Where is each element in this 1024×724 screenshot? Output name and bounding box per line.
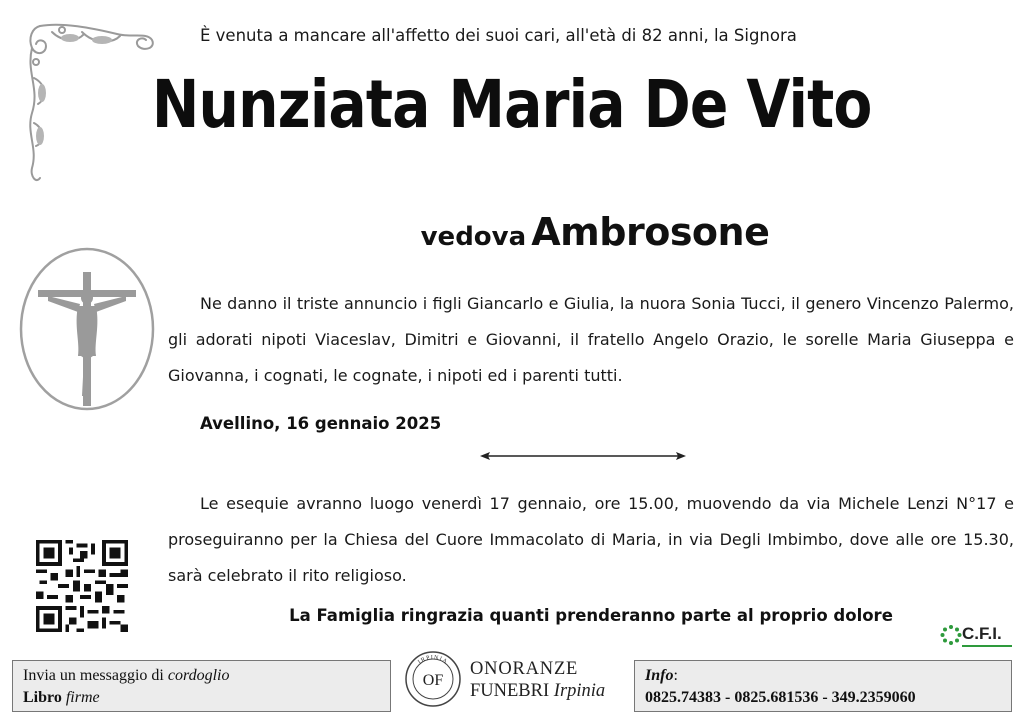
cfi-logo-icon <box>938 618 1016 656</box>
condolence-link[interactable] <box>23 665 380 687</box>
widow-prefix: vedova <box>420 222 527 252</box>
intro-text: È venuta a mancare all'affetto dei suoi cari, all'età di 82 anni, la Signora <box>200 26 797 45</box>
funeral-logo-monogram: OF <box>422 672 444 689</box>
place-date: Avellino, 16 gennaio 2025 <box>200 414 442 433</box>
funeral-home-line2 <box>470 680 605 702</box>
crucifix-icon <box>18 246 156 412</box>
guestbook-prefix: Libro <box>23 689 66 706</box>
funeral-logo-top-text: IRPINIA <box>417 654 449 666</box>
funeral-home-line2-em: Irpinia <box>553 681 606 701</box>
info-label: Info <box>645 667 674 684</box>
widow-line <box>300 210 890 254</box>
arrow-divider-icon <box>478 449 688 463</box>
funeral-home-logo-icon <box>404 650 462 708</box>
family-thanks: La Famiglia ringrazia quanti prenderanno parte al proprio dolore <box>289 606 893 625</box>
guestbook-em: firme <box>65 689 100 706</box>
qr-code-icon[interactable] <box>34 540 130 632</box>
info-colon: : <box>673 667 678 684</box>
funeral-home-name <box>470 658 605 702</box>
info-label-line <box>645 665 1001 687</box>
deceased-name: Nunziata Maria De Vito <box>151 66 872 143</box>
condolence-em: cordoglio <box>167 667 230 684</box>
announcement-paragraph: Ne danno il triste annuncio i figli Giancarlo e Giulia, la nuora Sonia Tucci, il genero Vincenzo Palermo, gli adorati nipoti Viaceslav, Dimitri e Giovanni, il fratello Angelo Orazio, le sorelle Maria Giuseppa e Giovanna, i cognati, le cognate, i nipoti ed i parenti tutti. <box>168 294 1014 385</box>
condolence-prefix: Invia un messaggio di <box>23 667 168 684</box>
cfi-logo-text: C.F.I. <box>962 624 1002 643</box>
guestbook-link[interactable] <box>23 687 380 709</box>
widow-surname: Ambrosone <box>531 210 770 254</box>
condolence-box[interactable] <box>12 660 391 712</box>
info-box <box>634 660 1012 712</box>
info-phones[interactable]: 0825.74383 - 0825.681536 - 349.2359060 <box>645 689 916 706</box>
funeral-details-paragraph: Le esequie avranno luogo venerdì 17 gennaio, ore 15.00, muovendo da via Michele Lenzi N°17 e proseguiranno per la Chiesa del Cuore Immacolato di Maria, in via Degli Imbimbo, dove alle ore 15.30, sarà celebrato il rito religioso. <box>168 494 1014 585</box>
funeral-home-line2-prefix: FUNEBRI <box>470 681 554 701</box>
funeral-home-line1: ONORANZE <box>470 659 579 679</box>
